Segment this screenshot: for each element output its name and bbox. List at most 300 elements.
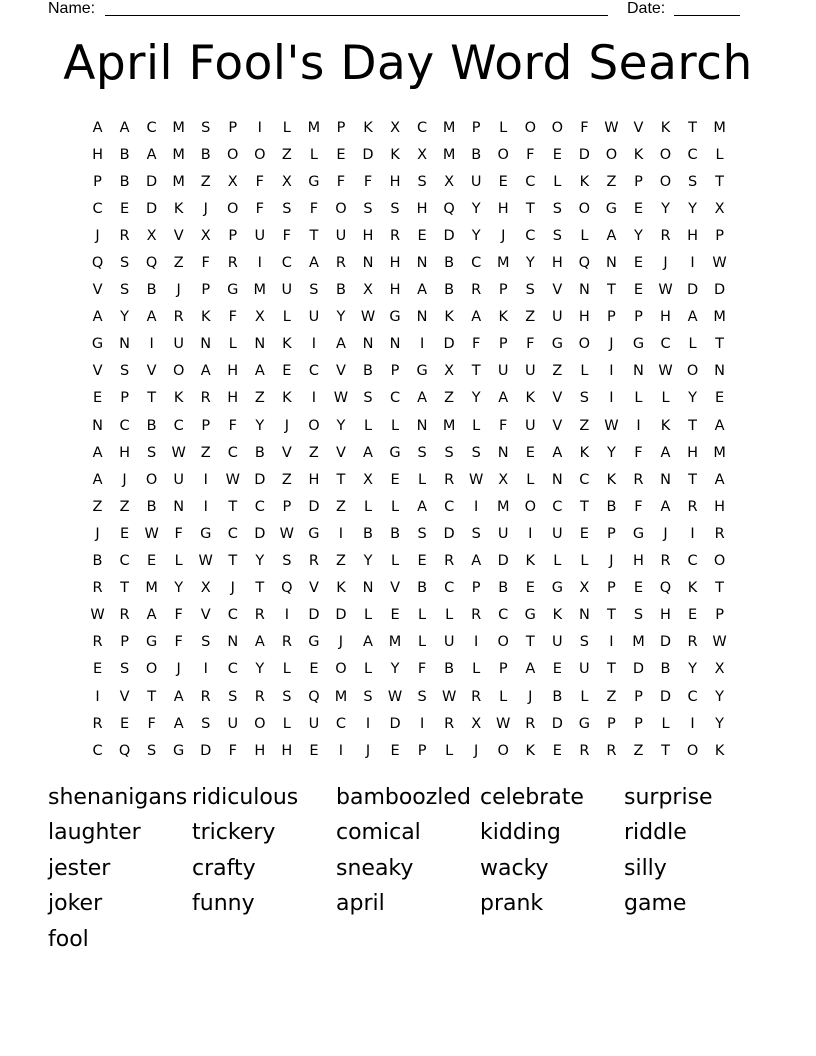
word-list [48, 780, 768, 958]
grid-letter: P [336, 119, 346, 136]
grid-letter: R [281, 634, 292, 651]
grid-letter: D [659, 634, 672, 651]
grid-letter: O [335, 661, 347, 678]
grid-letter: R [687, 634, 698, 651]
grid-letter: H [714, 498, 726, 515]
grid-letter: H [578, 309, 590, 326]
grid-letter: M [632, 634, 645, 651]
grid-letter: B [200, 146, 211, 163]
grid-letter: P [120, 390, 129, 407]
grid-letter: F [201, 255, 210, 272]
grid-letter: V [308, 580, 319, 597]
grid-letter: T [228, 498, 238, 515]
grid-letter: L [688, 336, 697, 353]
grid-row [84, 412, 733, 439]
grid-letter: V [173, 227, 184, 244]
grid-letter: M [253, 282, 267, 299]
grid-letter: O [497, 634, 509, 651]
grid-letter: X [363, 471, 373, 488]
grid-letter: I [609, 390, 614, 407]
grid-letter: L [418, 607, 427, 624]
grid-letter: G [389, 444, 401, 461]
grid-letter: S [417, 688, 427, 705]
grid-letter: Y [606, 444, 616, 461]
grid-letter: J [176, 282, 181, 299]
grid-letter: A [687, 309, 698, 326]
grid-letter: X [417, 146, 428, 163]
grid-letter: A [92, 119, 103, 136]
word-list-item: kidding [480, 820, 561, 846]
grid-letter: S [444, 444, 454, 461]
grid-letter: T [606, 282, 616, 299]
word-row [48, 780, 768, 816]
grid-letter: C [579, 471, 590, 488]
grid-letter: W [144, 525, 159, 542]
grid-letter: Y [336, 309, 346, 326]
grid-letter: Q [659, 580, 672, 597]
grid-letter: D [335, 607, 347, 624]
grid-letter: N [254, 336, 266, 353]
grid-letter: F [174, 634, 183, 651]
grid-letter: P [120, 634, 129, 651]
grid-letter: L [715, 146, 724, 163]
grid-letter: V [92, 282, 103, 299]
grid-letter: C [119, 553, 130, 570]
grid-letter: E [336, 146, 346, 163]
grid-letter: O [335, 200, 347, 217]
grid-letter: X [714, 661, 725, 678]
grid-letter: B [254, 444, 265, 461]
grid-letter: U [254, 227, 266, 244]
grid-letter: W [333, 390, 349, 407]
grid-letter: I [419, 336, 425, 353]
grid-letter: F [336, 173, 346, 190]
grid-letter: N [497, 444, 509, 461]
grid-letter: D [497, 553, 509, 570]
grid-letter: Y [688, 390, 697, 407]
grid-letter: A [714, 471, 725, 488]
grid-letter: L [580, 227, 589, 244]
grid-letter: C [471, 255, 482, 272]
grid-letter: E [552, 661, 562, 678]
grid-row [84, 385, 733, 412]
grid-letter: Y [120, 309, 129, 326]
grid-letter: G [551, 580, 563, 597]
grid-letter: W [441, 688, 457, 705]
grid-letter: X [444, 173, 455, 190]
grid-letter: P [607, 580, 616, 597]
grid-letter: Q [308, 688, 320, 705]
grid-letter: X [444, 363, 455, 380]
grid-letter: A [417, 390, 428, 407]
grid-row [84, 249, 733, 276]
grid-letter: R [173, 309, 184, 326]
grid-letter: F [499, 417, 508, 434]
grid-letter: J [95, 525, 100, 542]
grid-letter: K [498, 309, 508, 326]
grid-letter: D [578, 146, 590, 163]
grid-letter: H [389, 255, 401, 272]
grid-letter: K [525, 742, 536, 759]
grid-letter: O [497, 146, 509, 163]
grid-letter: B [146, 417, 157, 434]
grid-row [84, 141, 733, 168]
grid-letter: C [92, 200, 103, 217]
grid-letter: A [363, 444, 373, 461]
grid-letter: M [388, 634, 402, 651]
grid-letter: O [686, 742, 699, 759]
grid-letter: L [445, 742, 454, 759]
grid-letter: O [172, 363, 185, 380]
date-blank-line [674, 15, 740, 16]
grid-letter: I [257, 255, 262, 272]
grid-letter: D [443, 227, 455, 244]
grid-letter: O [578, 200, 591, 217]
grid-letter: X [714, 200, 725, 217]
grid-letter: H [687, 444, 698, 461]
grid-letter: S [201, 715, 211, 732]
grid-letter: F [417, 661, 427, 678]
grid-letter: P [201, 417, 211, 434]
grid-letter: J [95, 227, 100, 244]
grid-letter: Q [578, 255, 591, 272]
grid-letter: K [173, 200, 184, 217]
grid-letter: R [444, 553, 455, 570]
grid-letter: U [524, 417, 536, 434]
grid-letter: H [389, 282, 401, 299]
grid-letter: D [254, 525, 266, 542]
grid-letter: J [609, 553, 614, 570]
grid-letter: O [551, 119, 564, 136]
grid-letter: I [203, 471, 208, 488]
grid-letter: F [363, 173, 373, 190]
grid-letter: Y [634, 227, 643, 244]
grid-letter: G [578, 715, 590, 732]
grid-letter: S [282, 688, 292, 705]
grid-letter: U [552, 309, 563, 326]
grid-letter: G [389, 309, 401, 326]
date-label: Date: [627, 0, 666, 17]
grid-letter: I [311, 390, 317, 407]
word-list-item: wacky [480, 855, 549, 881]
grid-letter: O [659, 146, 672, 163]
grid-letter: T [688, 417, 697, 434]
grid-letter: E [417, 227, 427, 244]
grid-letter: A [335, 336, 346, 353]
grid-letter: E [715, 390, 725, 407]
grid-letter: G [91, 336, 104, 353]
grid-letter: M [442, 146, 456, 163]
grid-letter: R [444, 715, 455, 732]
grid-letter: N [200, 336, 212, 353]
grid-letter: C [146, 119, 157, 136]
grid-letter: T [255, 580, 265, 597]
word-row [48, 851, 768, 887]
grid-letter: G [416, 363, 428, 380]
grid-letter: X [363, 282, 373, 299]
grid-letter: B [146, 498, 157, 515]
grid-letter: Z [200, 173, 211, 190]
grid-letter: P [390, 363, 400, 380]
grid-letter: C [281, 255, 292, 272]
grid-letter: I [257, 119, 262, 136]
grid-letter: I [311, 336, 317, 353]
grid-letter: F [255, 200, 264, 217]
grid-letter: K [173, 390, 184, 407]
grid-letter: F [174, 525, 183, 542]
grid-letter: R [92, 634, 103, 651]
grid-letter: C [687, 146, 698, 163]
grid-letter: B [417, 580, 428, 597]
grid-letter: W [658, 363, 673, 380]
grid-letter: V [200, 607, 211, 624]
grid-letter: P [634, 688, 643, 705]
grid-row [84, 602, 733, 629]
grid-letter: A [498, 390, 509, 407]
grid-letter: A [308, 255, 319, 272]
grid-row [84, 629, 733, 656]
grid-letter: E [119, 715, 130, 732]
grid-letter: A [146, 146, 157, 163]
grid-letter: L [228, 336, 237, 353]
grid-letter: T [606, 607, 616, 624]
grid-letter: H [551, 255, 563, 272]
grid-letter: B [119, 173, 130, 190]
grid-letter: D [254, 471, 266, 488]
grid-letter: M [713, 309, 726, 326]
grid-letter: X [254, 309, 265, 326]
grid-letter: Y [174, 580, 184, 597]
grid-letter: K [282, 336, 292, 353]
grid-letter: E [417, 553, 427, 570]
grid-letter: K [633, 146, 644, 163]
grid-letter: A [173, 715, 184, 732]
word-list-item: surprise [624, 784, 713, 810]
grid-letter: L [634, 390, 643, 407]
grid-letter: D [714, 282, 726, 299]
grid-letter: S [552, 200, 562, 217]
grid-letter: D [200, 742, 212, 759]
word-list-item: april [336, 891, 385, 917]
grid-letter: T [525, 634, 535, 651]
grid-letter: V [552, 390, 563, 407]
grid-letter: K [579, 444, 590, 461]
grid-letter: H [119, 444, 131, 461]
grid-letter: O [145, 661, 158, 678]
grid-row [84, 195, 733, 222]
grid-letter: V [335, 363, 346, 380]
word-row [48, 922, 768, 958]
grid-letter: G [524, 607, 536, 624]
grid-letter: Y [471, 227, 481, 244]
grid-letter: W [387, 688, 403, 705]
grid-letter: Y [390, 661, 400, 678]
grid-letter: F [526, 336, 535, 353]
grid-letter: C [173, 417, 184, 434]
grid-row [84, 493, 733, 520]
grid-letter: R [227, 255, 238, 272]
grid-letter: S [201, 119, 211, 136]
grid-letter: I [690, 525, 695, 542]
grid-letter: K [363, 119, 373, 136]
grid-letter: C [687, 688, 698, 705]
word-list-item: prank [480, 891, 544, 917]
word-list-item: crafty [192, 855, 256, 881]
grid-letter: H [227, 390, 239, 407]
grid-letter: N [362, 255, 374, 272]
grid-letter: J [122, 471, 127, 488]
grid-letter: O [605, 146, 618, 163]
grid-letter: K [336, 580, 346, 597]
grid-letter: N [227, 634, 239, 651]
grid-letter: E [633, 282, 644, 299]
grid-letter: N [362, 580, 374, 597]
grid-letter: A [606, 227, 617, 244]
grid-letter: A [417, 498, 428, 515]
grid-letter: U [497, 363, 509, 380]
grid-letter: J [663, 255, 668, 272]
grid-letter: B [363, 525, 373, 542]
word-list-item: celebrate [480, 784, 584, 810]
name-blank-line [105, 15, 608, 16]
grid-letter: T [688, 471, 697, 488]
grid-letter: G [200, 525, 212, 542]
grid-letter: S [687, 173, 698, 190]
grid-letter: K [444, 309, 454, 326]
grid-letter: Y [471, 390, 481, 407]
grid-letter: S [119, 661, 130, 678]
grid-letter: L [282, 715, 291, 732]
grid-letter: P [634, 173, 643, 190]
grid-letter: R [660, 553, 671, 570]
grid-letter: E [633, 200, 644, 217]
grid-letter: K [714, 742, 725, 759]
grid-letter: L [580, 688, 589, 705]
grid-letter: Y [471, 200, 481, 217]
grid-letter: B [363, 363, 373, 380]
grid-letter: S [363, 200, 373, 217]
grid-letter: R [254, 688, 265, 705]
grid-letter: L [390, 553, 400, 570]
grid-row [84, 710, 733, 737]
grid-letter: X [227, 173, 238, 190]
grid-letter: G [605, 200, 618, 217]
grid-letter: S [119, 255, 130, 272]
grid-letter: N [605, 255, 617, 272]
grid-letter: T [606, 661, 616, 678]
grid-letter: L [309, 146, 318, 163]
grid-letter: S [363, 390, 373, 407]
grid-letter: Q [145, 255, 158, 272]
grid-letter: C [525, 173, 536, 190]
grid-letter: A [660, 498, 671, 515]
grid-letter: N [416, 255, 428, 272]
grid-letter: R [200, 688, 211, 705]
grid-letter: C [444, 498, 455, 515]
grid-letter: Q [91, 255, 104, 272]
grid-letter: P [228, 119, 238, 136]
grid-letter: I [474, 634, 479, 651]
word-list-item: comical [336, 820, 421, 846]
grid-letter: K [525, 553, 536, 570]
grid-letter: B [444, 661, 455, 678]
grid-letter: B [444, 282, 455, 299]
grid-letter: A [660, 444, 671, 461]
name-label: Name: [48, 0, 96, 17]
grid-letter: F [228, 309, 237, 326]
grid-letter: E [119, 525, 130, 542]
grid-letter: H [92, 146, 103, 163]
grid-letter: Z [335, 498, 346, 515]
grid-letter: H [308, 471, 320, 488]
grid-letter: L [580, 553, 589, 570]
grid-letter: L [363, 417, 373, 434]
grid-letter: V [552, 417, 563, 434]
grid-letter: C [552, 498, 563, 515]
grid-letter: A [471, 309, 482, 326]
grid-letter: A [92, 309, 103, 326]
grid-row [84, 277, 733, 304]
grid-letter: N [578, 282, 590, 299]
grid-letter: L [363, 498, 373, 515]
word-list-item: silly [624, 855, 667, 881]
grid-letter: U [497, 525, 509, 542]
grid-letter: N [362, 336, 374, 353]
grid-letter: J [501, 227, 506, 244]
grid-letter: U [173, 471, 184, 488]
grid-letter: F [255, 173, 264, 190]
grid-letter: R [633, 471, 644, 488]
grid-letter: C [498, 607, 509, 624]
grid-row [84, 683, 733, 710]
grid-letter: R [660, 227, 671, 244]
grid-letter: X [200, 227, 211, 244]
grid-row [84, 520, 733, 547]
grid-letter: S [579, 634, 589, 651]
grid-letter: V [633, 119, 644, 136]
grid-letter: Z [606, 173, 617, 190]
grid-letter: L [661, 715, 670, 732]
grid-letter: C [119, 417, 130, 434]
grid-letter: S [390, 200, 400, 217]
grid-letter: K [390, 146, 400, 163]
grid-row [84, 222, 733, 249]
header-fields [48, 0, 740, 18]
grid-letter: A [714, 417, 725, 434]
grid-letter: B [390, 525, 401, 542]
grid-letter: F [580, 119, 589, 136]
grid-letter: D [362, 146, 374, 163]
grid-letter: K [606, 471, 617, 488]
grid-letter: E [552, 742, 562, 759]
grid-letter: C [92, 742, 103, 759]
grid-letter: I [528, 525, 533, 542]
grid-letter: S [228, 688, 238, 705]
grid-letter: J [663, 525, 668, 542]
grid-letter: G [632, 336, 645, 353]
grid-letter: A [173, 688, 184, 705]
grid-letter: P [471, 119, 481, 136]
word-list-item: jester [48, 855, 111, 881]
grid-letter: U [308, 715, 320, 732]
grid-letter: X [146, 227, 157, 244]
grid-letter: T [309, 227, 319, 244]
grid-letter: A [92, 444, 103, 461]
grid-letter: Q [281, 580, 293, 597]
grid-letter: S [417, 173, 427, 190]
grid-letter: P [498, 661, 508, 678]
grid-letter: A [254, 363, 265, 380]
